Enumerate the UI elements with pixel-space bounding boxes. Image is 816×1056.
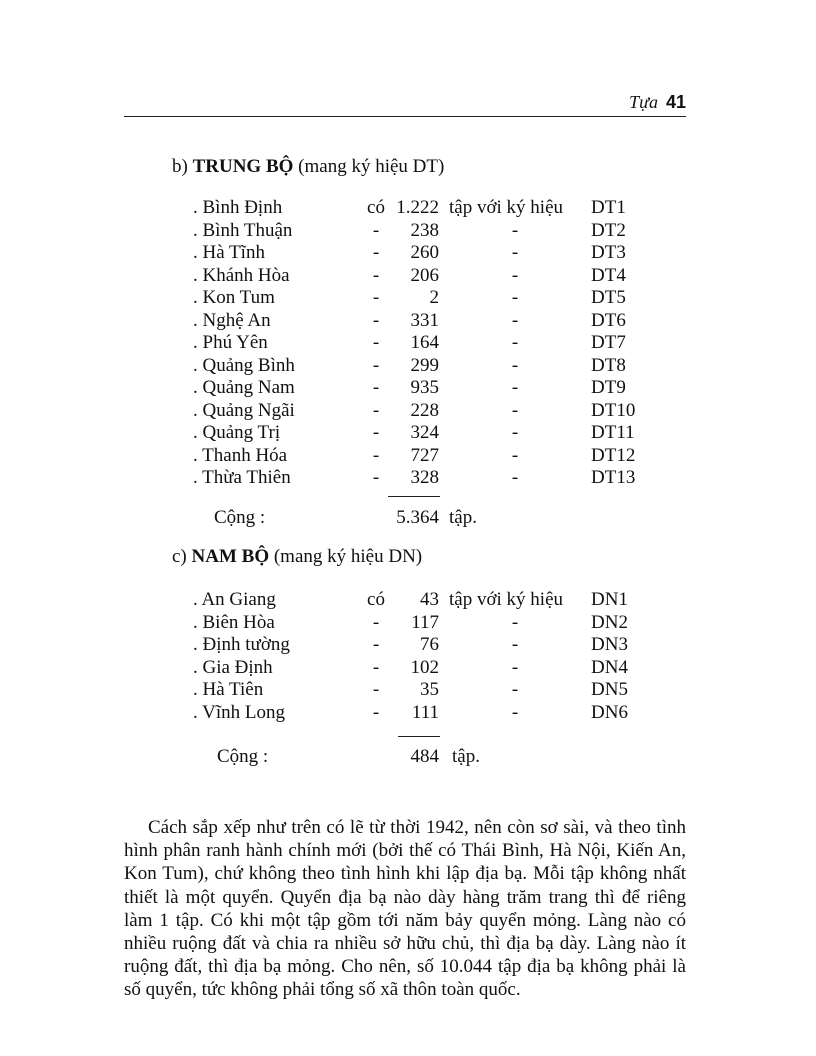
tap-cell: - <box>511 332 519 353</box>
co-cell: - <box>372 634 380 655</box>
tap-cell: - <box>511 242 519 263</box>
code-cell: DT11 <box>591 422 635 443</box>
section-suffix: (mang ký hiệu DT) <box>293 156 445 177</box>
co-cell: - <box>372 219 380 241</box>
count-cell: 299 <box>410 354 439 376</box>
co-cell: - <box>372 309 380 331</box>
province-name: . Nghệ An <box>193 309 271 331</box>
total-value: 5.364 <box>396 507 439 528</box>
co-cell: - <box>372 679 380 700</box>
code-cell: DT3 <box>591 242 626 263</box>
co-cell: - <box>372 422 380 443</box>
province-name: . Vĩnh Long <box>193 701 286 723</box>
code-cell: DN3 <box>591 634 628 655</box>
section-title-nam-bo <box>172 546 422 568</box>
count-cell: 111 <box>411 701 439 723</box>
co-cell: - <box>372 444 380 466</box>
co-cell: - <box>372 656 380 678</box>
count-cell: 238 <box>410 219 439 241</box>
code-cell: DT4 <box>591 264 626 286</box>
count-cell: 935 <box>410 377 439 398</box>
code-cell: DN5 <box>591 679 628 700</box>
province-name: . Hà Tiên <box>193 679 264 700</box>
count-cell: 328 <box>410 467 439 488</box>
code-cell: DT6 <box>591 309 626 331</box>
province-name: . Quảng Trị <box>193 422 281 443</box>
province-name: . Quảng Bình <box>193 354 295 376</box>
code-cell: DN1 <box>591 589 628 610</box>
tap-cell: - <box>511 354 519 376</box>
count-cell: 35 <box>420 679 439 700</box>
co-cell: - <box>372 287 380 308</box>
body-paragraph <box>124 816 686 1002</box>
code-cell: DT1 <box>591 197 626 218</box>
co-cell: - <box>372 467 380 488</box>
total-label: Cộng : <box>214 507 266 528</box>
total-value: 484 <box>410 746 439 767</box>
count-cell: 260 <box>410 242 439 263</box>
province-name: . Bình Định <box>193 197 283 218</box>
province-name: . Thanh Hóa <box>193 444 288 466</box>
tap-cell: - <box>511 377 519 398</box>
code-cell: DT2 <box>591 219 626 241</box>
province-name: . Quảng Nam <box>193 377 295 398</box>
code-cell: DN2 <box>591 611 628 633</box>
count-cell: 164 <box>410 332 439 353</box>
count-cell: 324 <box>410 422 439 443</box>
code-cell: DT7 <box>591 332 626 353</box>
tap-cell: - <box>511 399 519 421</box>
sum-rule <box>388 496 440 497</box>
province-name: . Biên Hòa <box>193 611 275 633</box>
co-cell: - <box>372 377 380 398</box>
co-cell: - <box>372 399 380 421</box>
tap-cell: - <box>511 219 519 241</box>
province-name: . Thừa Thiên <box>193 467 291 488</box>
province-name: . Hà Tĩnh <box>193 242 265 263</box>
section-title-trung-bo <box>172 156 444 178</box>
running-head <box>629 92 686 113</box>
count-cell: 117 <box>411 611 439 633</box>
tap-cell: - <box>511 634 519 655</box>
sum-rule <box>398 736 440 737</box>
code-cell: DT10 <box>591 399 636 421</box>
code-cell: DT13 <box>591 467 636 488</box>
total-unit: tập. <box>449 507 477 528</box>
tap-cell: - <box>511 656 519 678</box>
tap-cell: - <box>511 679 519 700</box>
code-cell: DN4 <box>591 656 628 678</box>
count-cell: 206 <box>410 264 439 286</box>
section-heading: NAM BỘ <box>191 546 270 567</box>
province-name: . Quảng Ngãi <box>193 399 295 421</box>
count-cell: 727 <box>410 444 439 466</box>
province-name: . Gia Định <box>193 656 273 678</box>
co-cell: - <box>372 611 380 633</box>
count-cell: 1.222 <box>396 197 439 218</box>
tap-cell: - <box>511 287 519 308</box>
count-cell: 228 <box>410 399 439 421</box>
page-header <box>124 92 686 117</box>
co-cell: - <box>372 701 380 723</box>
code-cell: DT12 <box>591 444 636 466</box>
tap-cell: - <box>511 264 519 286</box>
tap-cell: tập với ký hiệu <box>449 197 563 218</box>
province-name: . Kon Tum <box>193 287 275 308</box>
section-prefix: c) <box>172 546 192 567</box>
section-heading: TRUNG BỘ <box>192 156 294 177</box>
province-name: . Định tường <box>193 634 290 655</box>
province-name: . Phú Yên <box>193 332 268 353</box>
count-cell: 2 <box>429 287 439 308</box>
page-number: 41 <box>665 92 686 112</box>
count-cell: 102 <box>410 656 439 678</box>
co-cell: - <box>372 332 380 353</box>
count-cell: 43 <box>420 589 439 610</box>
province-name: . An Giang <box>193 589 276 610</box>
tap-cell: - <box>511 309 519 331</box>
total-unit: tập. <box>452 746 480 767</box>
province-name: . Bình Thuận <box>193 219 293 241</box>
co-cell: - <box>372 242 380 263</box>
co-cell: - <box>372 354 380 376</box>
count-cell: 76 <box>420 634 439 655</box>
code-cell: DT5 <box>591 287 626 308</box>
total-label: Cộng : <box>217 746 269 767</box>
count-cell: 331 <box>410 309 439 331</box>
tap-cell: - <box>511 444 519 466</box>
code-cell: DN6 <box>591 701 628 723</box>
code-cell: DT9 <box>591 377 626 398</box>
tap-cell: - <box>511 467 519 488</box>
running-title: Tựa <box>629 92 658 112</box>
section-prefix: b) <box>172 156 193 177</box>
co-cell: có <box>367 589 385 610</box>
co-cell: có <box>367 197 385 218</box>
tap-cell: - <box>511 422 519 443</box>
section-suffix: (mang ký hiệu DN) <box>269 546 423 567</box>
tap-cell: - <box>511 611 519 633</box>
paragraph-text: Cách sắp xếp như trên có lẽ từ thời 1942, nên còn sơ sài, và theo tình hình phân ranh hành chính mới (bởi thế có Thái Bình, Hà Nội, Kiến An, Kon Tum), chứ không theo tình hình khi lập địa bạ. Mỗi tập không nhất thiết là một quyển. Quyển địa bạ nào dày hàng trăm trang thì để riêng làm 1 tập. Có khi một tập gồm tới năm bảy quyển mỏng. Làng nào có nhiều ruộng đất và chia ra nhiều sở hữu chủ, thì địa bạ dày. Làng nào ít ruộng đất, thì địa bạ mỏng. Cho nên, số 10.044 tập địa bạ không phải là số quyển, tức không phải tổng số xã thôn toàn quốc. <box>124 817 686 1001</box>
province-name: . Khánh Hòa <box>193 264 290 286</box>
tap-cell: tập với ký hiệu <box>449 589 563 610</box>
code-cell: DT8 <box>591 354 626 376</box>
co-cell: - <box>372 264 380 286</box>
tap-cell: - <box>511 701 519 723</box>
